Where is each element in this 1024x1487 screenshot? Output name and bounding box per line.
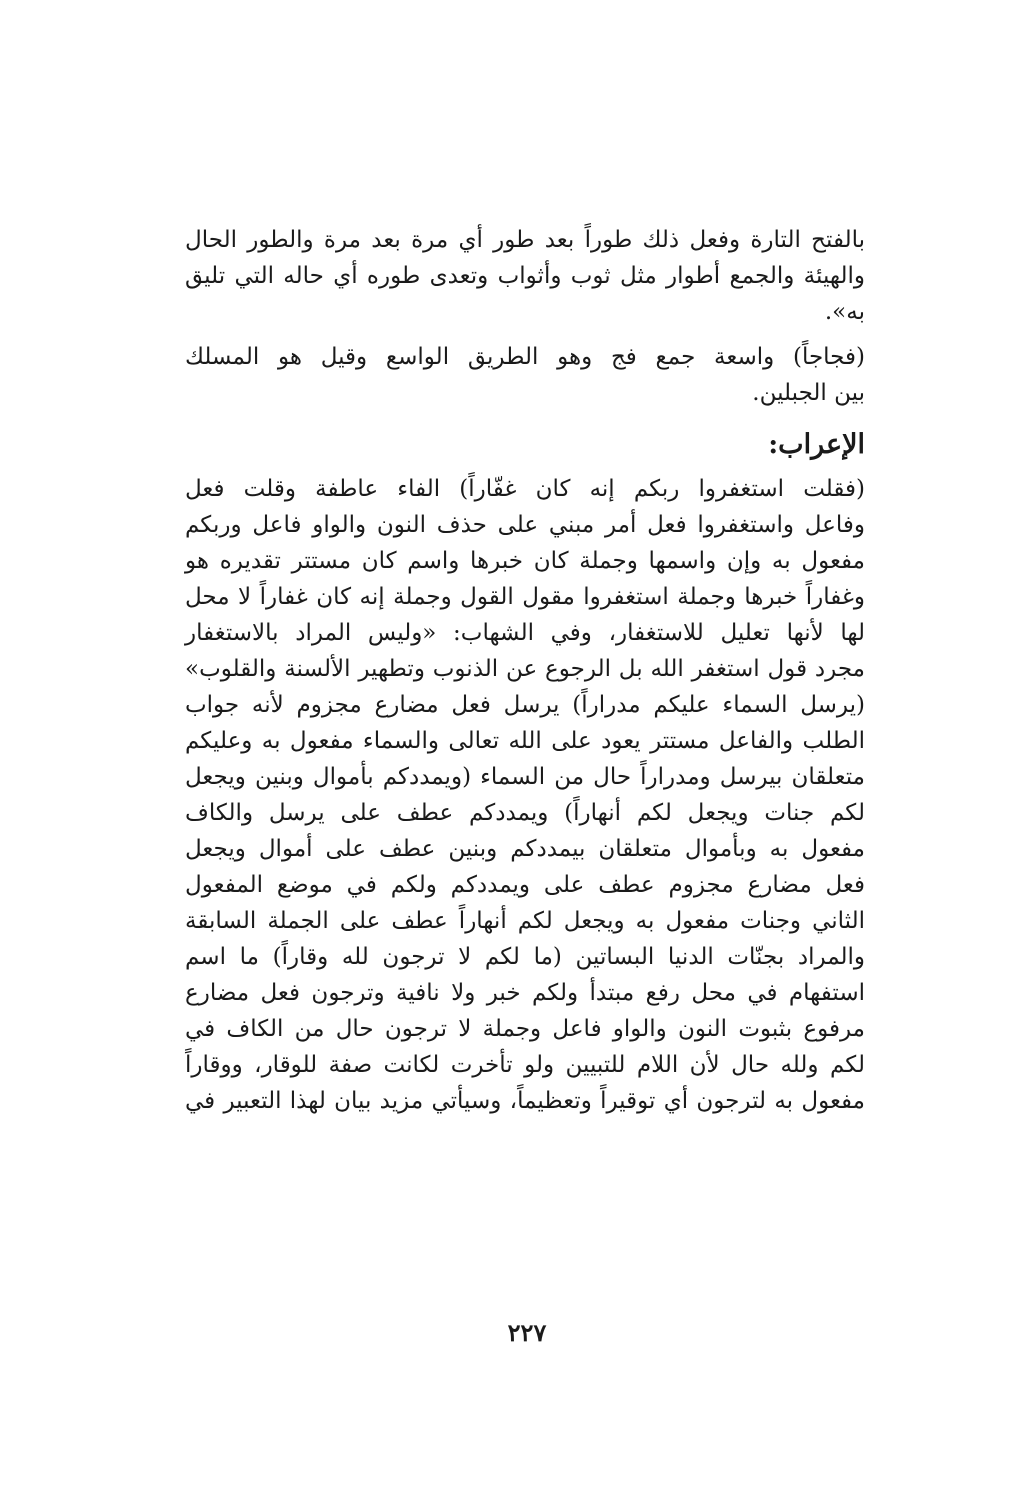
text-line: بالفتح التارة وفعل ذلك طوراً بعد طور أي مرة بعد مرة والطور الحال xyxy=(185,227,865,253)
second-paragraph xyxy=(185,339,865,411)
text-line: به». xyxy=(824,299,865,325)
text-line: لكم ولله حال لأن اللام للتبيين ولو تأخرت لكانت صفة للوقار، ووقاراً xyxy=(185,1052,865,1078)
text-line: وفاعل واستغفروا فعل أمر مبني على حذف النون والواو فاعل وربكم xyxy=(185,512,865,538)
text-line: مفعول به لترجون أي توقيراً وتعظيماً، وسيأتي مزيد بيان لهذا التعبير في xyxy=(185,1088,865,1114)
body-paragraph xyxy=(185,471,865,1119)
text-line: بين الجبلين. xyxy=(752,380,865,406)
text-line: (فقلت استغفروا ربكم إنه كان غفّاراً) الفاء عاطفة وقلت فعل xyxy=(185,476,865,502)
text-line: مجرد قول استغفر الله بل الرجوع عن الذنوب وتطهير الألسنة والقلوب» xyxy=(185,656,865,682)
text-line: لها لأنها تعليل للاستغفار، وفي الشهاب: «وليس المراد بالاستغفار xyxy=(185,620,865,646)
text-line: الطلب والفاعل مستتر يعود على الله تعالى والسماء مفعول به وعليكم xyxy=(185,728,865,754)
text-line: (يرسل السماء عليكم مدراراً) يرسل فعل مضارع مجزوم لأنه جواب xyxy=(185,692,865,718)
page-number: ٢٢٧ xyxy=(507,1318,547,1347)
text-line: الثاني وجنات مفعول به ويجعل لكم أنهاراً عطف على الجملة السابقة xyxy=(185,908,865,934)
text-line: والمراد بجنّات الدنيا البساتين (ما لكم لا ترجون لله وقاراً) ما اسم xyxy=(185,944,865,970)
text-line: استفهام في محل رفع مبتدأ ولكم خبر ولا نافية وترجون فعل مضارع xyxy=(185,980,865,1006)
text-line: متعلقان بيرسل ومدراراً حال من السماء (ويمددكم بأموال وبنين ويجعل xyxy=(185,764,865,790)
text-line: (فجاجاً) واسعة جمع فج وهو الطريق الواسع وقيل هو المسلك xyxy=(185,344,865,370)
page-text-block xyxy=(185,222,865,1119)
text-line: والهيئة والجمع أطوار مثل ثوب وأثواب وتعدى طوره أي حاله التي تليق xyxy=(185,263,865,289)
top-paragraph xyxy=(185,222,865,330)
text-line: وغفاراً خبرها وجملة استغفروا مقول القول وجملة إنه كان غفاراً لا محل xyxy=(185,584,865,610)
section-heading: الإعراب: xyxy=(768,429,865,460)
text-line: فعل مضارع مجزوم عطف على ويمددكم ولكم في موضع المفعول xyxy=(185,872,865,898)
text-line: مفعول به وإن واسمها وجملة كان خبرها واسم كان مستتر تقديره هو xyxy=(185,548,865,574)
text-line: لكم جنات ويجعل لكم أنهاراً) ويمددكم عطف على يرسل والكاف xyxy=(185,800,865,826)
text-line: مفعول به وبأموال متعلقان بيمددكم وبنين عطف على أموال ويجعل xyxy=(185,836,865,862)
text-line: مرفوع بثبوت النون والواو فاعل وجملة لا ترجون حال من الكاف في xyxy=(185,1016,865,1042)
